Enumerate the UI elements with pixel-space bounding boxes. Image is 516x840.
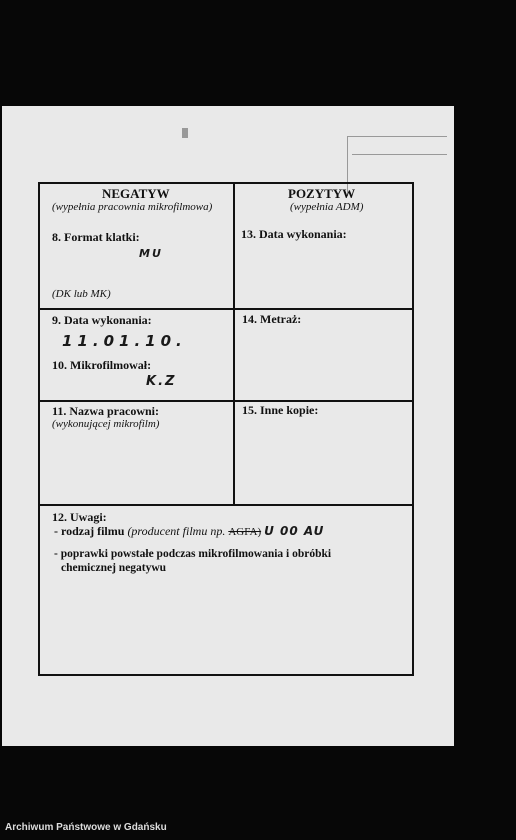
field-11-hint: (wykonującej mikrofilm) — [52, 418, 160, 430]
field-12-corrections-line-2: chemicznej negatywu — [61, 562, 167, 574]
negatyw-subtitle: (wypełnia pracownia mikrofilmowa) — [52, 201, 213, 213]
field-8-label: 8. Format klatki: — [52, 230, 140, 244]
column-divider — [233, 184, 235, 506]
negatyw-title: NEGATYW — [102, 186, 170, 201]
field-15-label: 15. Inne kopie: — [242, 403, 319, 417]
row-divider — [40, 400, 412, 402]
film-type-handwritten-value: U 00 AU — [264, 524, 325, 538]
field-12-corrections-line: - poprawki powstałe podczas mikrofilmowania i obróbki — [54, 548, 332, 560]
pozytyw-subtitle: (wypełnia ADM) — [290, 201, 364, 213]
field-10-value: K.Z — [146, 374, 177, 389]
field-12-film-type-line — [54, 524, 324, 539]
field-14-label: 14. Metraż: — [242, 312, 302, 326]
field-12-label: 12. Uwagi: — [52, 510, 107, 524]
field-8-hint: (DK lub MK) — [52, 288, 111, 300]
film-type-hint: (producent filmu np. — [127, 524, 226, 538]
field-11-label: 11. Nazwa pracowni: — [52, 404, 159, 418]
row-divider — [40, 504, 412, 506]
pozytyw-title: POZYTYW — [288, 186, 356, 201]
microfilm-record-form — [38, 182, 414, 676]
field-8-value: MU — [139, 247, 163, 260]
field-9-label: 9. Data wykonania: — [52, 313, 152, 327]
field-10-label: 10. Mikrofilmował: — [52, 358, 152, 372]
film-type-label: - rodzaj filmu — [54, 524, 125, 538]
scan-mark — [352, 154, 447, 155]
scan-mark — [347, 136, 447, 137]
archive-footer: Archiwum Państwowe w Gdańsku — [5, 822, 167, 833]
field-9-value: 11.01.10. — [62, 332, 187, 350]
scan-mark — [182, 128, 188, 138]
row-divider — [40, 308, 412, 310]
field-13-label: 13. Data wykonania: — [241, 227, 347, 241]
film-type-struck-example: AGFA) — [228, 526, 262, 538]
